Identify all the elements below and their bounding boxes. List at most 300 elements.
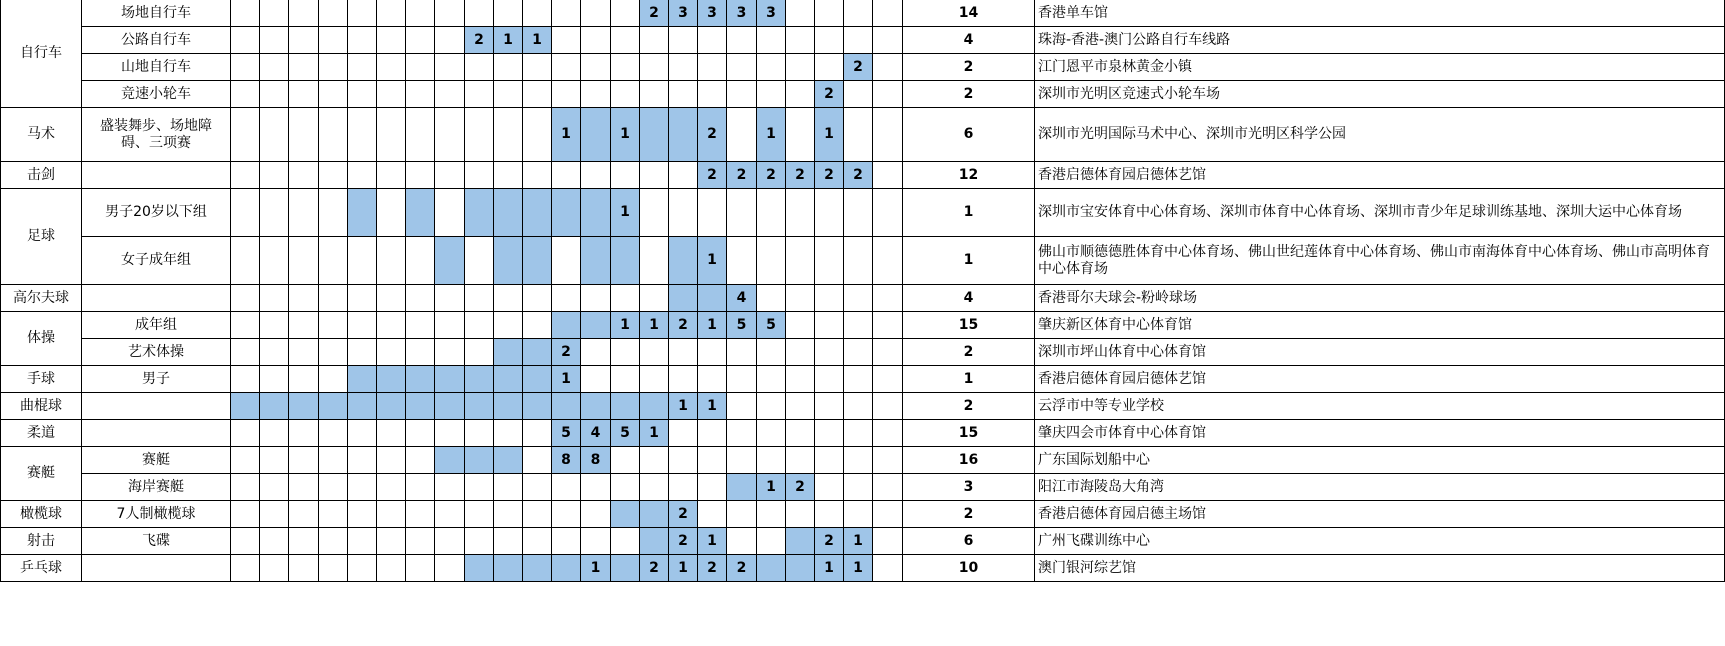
schedule-cell[interactable]: [552, 474, 581, 501]
schedule-cell[interactable]: [406, 555, 435, 582]
schedule-cell[interactable]: [698, 189, 727, 237]
sport-cell[interactable]: 手球: [0, 366, 82, 393]
event-cell[interactable]: [82, 162, 231, 189]
schedule-cell[interactable]: [377, 0, 406, 27]
schedule-cell[interactable]: [523, 285, 552, 312]
schedule-cell[interactable]: [406, 54, 435, 81]
schedule-cell-active[interactable]: [581, 189, 611, 237]
schedule-cell-active[interactable]: 2: [815, 162, 844, 189]
sport-cell[interactable]: 乒乓球: [0, 555, 82, 582]
schedule-cell[interactable]: [231, 312, 260, 339]
schedule-cell[interactable]: [348, 162, 377, 189]
schedule-cell-active[interactable]: 1: [611, 189, 640, 237]
event-cell[interactable]: 竞速小轮车: [82, 81, 231, 108]
schedule-cell[interactable]: [873, 339, 903, 366]
venue-cell[interactable]: 深圳市光明国际马术中心、深圳市光明区科学公园: [1035, 108, 1725, 162]
schedule-cell[interactable]: [348, 474, 377, 501]
schedule-cell[interactable]: [377, 447, 406, 474]
schedule-cell[interactable]: [873, 420, 903, 447]
schedule-cell[interactable]: [786, 0, 815, 27]
schedule-cell-active[interactable]: [435, 447, 465, 474]
schedule-cell[interactable]: [435, 27, 465, 54]
medal-total[interactable]: 10: [903, 555, 1035, 582]
schedule-cell[interactable]: [757, 528, 786, 555]
schedule-cell[interactable]: [319, 474, 348, 501]
schedule-cell-active[interactable]: 2: [844, 54, 873, 81]
sport-cell[interactable]: 足球: [0, 189, 82, 285]
schedule-cell[interactable]: [231, 81, 260, 108]
schedule-cell[interactable]: [757, 393, 786, 420]
schedule-cell[interactable]: [494, 81, 523, 108]
schedule-cell[interactable]: [552, 54, 581, 81]
schedule-cell[interactable]: [348, 528, 377, 555]
schedule-cell[interactable]: [552, 81, 581, 108]
schedule-cell[interactable]: [377, 501, 406, 528]
schedule-cell-active[interactable]: [523, 393, 552, 420]
schedule-cell[interactable]: [377, 27, 406, 54]
schedule-cell-active[interactable]: [494, 555, 523, 582]
schedule-cell-active[interactable]: 1: [757, 474, 786, 501]
schedule-cell[interactable]: [669, 27, 698, 54]
schedule-cell[interactable]: [873, 366, 903, 393]
schedule-cell[interactable]: [698, 54, 727, 81]
schedule-cell[interactable]: [786, 54, 815, 81]
schedule-cell[interactable]: [844, 393, 873, 420]
schedule-cell[interactable]: [552, 501, 581, 528]
schedule-cell[interactable]: [611, 447, 640, 474]
schedule-cell[interactable]: [844, 285, 873, 312]
medal-total[interactable]: 4: [903, 285, 1035, 312]
schedule-cell[interactable]: [611, 162, 640, 189]
sport-cell[interactable]: 曲棍球: [0, 393, 82, 420]
venue-cell[interactable]: 深圳市光明区竞速式小轮车场: [1035, 81, 1725, 108]
schedule-cell-active[interactable]: 1: [552, 108, 581, 162]
schedule-cell[interactable]: [873, 474, 903, 501]
schedule-cell[interactable]: [377, 108, 406, 162]
schedule-cell-active[interactable]: 2: [552, 339, 581, 366]
schedule-cell[interactable]: [844, 501, 873, 528]
schedule-cell[interactable]: [873, 528, 903, 555]
schedule-cell-active[interactable]: 5: [757, 312, 786, 339]
schedule-cell-active[interactable]: [494, 393, 523, 420]
schedule-cell[interactable]: [727, 393, 757, 420]
schedule-cell[interactable]: [552, 27, 581, 54]
schedule-cell-active[interactable]: 2: [669, 501, 698, 528]
schedule-cell[interactable]: [406, 27, 435, 54]
event-cell[interactable]: 男子20岁以下组: [82, 189, 231, 237]
schedule-cell[interactable]: [260, 312, 289, 339]
schedule-cell[interactable]: [348, 54, 377, 81]
schedule-cell[interactable]: [815, 501, 844, 528]
schedule-cell-active[interactable]: [757, 555, 786, 582]
schedule-cell-active[interactable]: 1: [757, 108, 786, 162]
schedule-cell[interactable]: [786, 339, 815, 366]
schedule-cell[interactable]: [494, 108, 523, 162]
schedule-cell-active[interactable]: 1: [669, 393, 698, 420]
sport-cell[interactable]: 马术: [0, 108, 82, 162]
schedule-cell[interactable]: [815, 393, 844, 420]
schedule-cell[interactable]: [231, 339, 260, 366]
schedule-cell-active[interactable]: [640, 393, 669, 420]
schedule-cell-active[interactable]: 3: [757, 0, 786, 27]
schedule-cell[interactable]: [435, 189, 465, 237]
schedule-cell-active[interactable]: 1: [815, 108, 844, 162]
schedule-cell-active[interactable]: 2: [640, 0, 669, 27]
schedule-cell[interactable]: [844, 0, 873, 27]
schedule-cell[interactable]: [406, 474, 435, 501]
schedule-cell[interactable]: [757, 81, 786, 108]
schedule-cell-active[interactable]: [523, 339, 552, 366]
schedule-cell[interactable]: [406, 312, 435, 339]
schedule-cell[interactable]: [231, 420, 260, 447]
schedule-cell[interactable]: [727, 189, 757, 237]
schedule-cell[interactable]: [231, 54, 260, 81]
schedule-cell-active[interactable]: [348, 393, 377, 420]
schedule-cell-active[interactable]: 2: [815, 81, 844, 108]
schedule-cell[interactable]: [523, 501, 552, 528]
schedule-cell[interactable]: [348, 108, 377, 162]
schedule-cell[interactable]: [698, 339, 727, 366]
schedule-cell[interactable]: [786, 81, 815, 108]
schedule-cell[interactable]: [435, 162, 465, 189]
venue-cell[interactable]: 香港启德体育园启德体艺馆: [1035, 162, 1725, 189]
schedule-cell[interactable]: [523, 312, 552, 339]
schedule-cell[interactable]: [289, 420, 319, 447]
schedule-cell[interactable]: [581, 27, 611, 54]
medal-total[interactable]: 2: [903, 393, 1035, 420]
venue-cell[interactable]: 佛山市顺德德胜体育中心体育场、佛山世纪莲体育中心体育场、佛山市南海体育中心体育场、佛山市高明体育中心体育场: [1035, 237, 1725, 285]
schedule-cell[interactable]: [873, 108, 903, 162]
schedule-cell[interactable]: [698, 420, 727, 447]
schedule-cell[interactable]: [873, 189, 903, 237]
venue-cell[interactable]: 肇庆四会市体育中心体育馆: [1035, 420, 1725, 447]
schedule-cell-active[interactable]: [552, 312, 581, 339]
schedule-cell[interactable]: [319, 54, 348, 81]
medal-total[interactable]: 6: [903, 528, 1035, 555]
schedule-cell[interactable]: [231, 501, 260, 528]
sport-cell[interactable]: 柔道: [0, 420, 82, 447]
schedule-cell[interactable]: [698, 81, 727, 108]
schedule-cell-active[interactable]: [640, 108, 669, 162]
schedule-cell[interactable]: [465, 312, 494, 339]
schedule-cell-active[interactable]: 1: [844, 528, 873, 555]
venue-cell[interactable]: 云浮市中等专业学校: [1035, 393, 1725, 420]
schedule-cell[interactable]: [844, 474, 873, 501]
schedule-cell[interactable]: [552, 0, 581, 27]
schedule-cell[interactable]: [727, 108, 757, 162]
venue-cell[interactable]: 广州飞碟训练中心: [1035, 528, 1725, 555]
schedule-cell[interactable]: [757, 339, 786, 366]
venue-cell[interactable]: 深圳市坪山体育中心体育馆: [1035, 339, 1725, 366]
schedule-cell[interactable]: [844, 420, 873, 447]
schedule-cell[interactable]: [786, 237, 815, 285]
schedule-cell-active[interactable]: 8: [552, 447, 581, 474]
schedule-cell[interactable]: [494, 474, 523, 501]
medal-total[interactable]: 1: [903, 189, 1035, 237]
schedule-cell[interactable]: [289, 447, 319, 474]
schedule-cell[interactable]: [289, 474, 319, 501]
schedule-cell[interactable]: [815, 420, 844, 447]
schedule-cell[interactable]: [640, 54, 669, 81]
schedule-cell[interactable]: [757, 285, 786, 312]
schedule-cell[interactable]: [319, 528, 348, 555]
schedule-cell[interactable]: [698, 447, 727, 474]
schedule-cell-active[interactable]: 2: [786, 474, 815, 501]
event-cell[interactable]: [82, 285, 231, 312]
schedule-cell[interactable]: [844, 81, 873, 108]
schedule-cell[interactable]: [815, 366, 844, 393]
schedule-cell[interactable]: [523, 81, 552, 108]
schedule-cell[interactable]: [786, 447, 815, 474]
event-cell[interactable]: 公路自行车: [82, 27, 231, 54]
schedule-cell[interactable]: [348, 81, 377, 108]
schedule-cell[interactable]: [669, 189, 698, 237]
schedule-cell[interactable]: [494, 501, 523, 528]
schedule-cell[interactable]: [260, 81, 289, 108]
schedule-cell[interactable]: [581, 501, 611, 528]
schedule-cell[interactable]: [611, 366, 640, 393]
event-cell[interactable]: 场地自行车: [82, 0, 231, 27]
schedule-cell-active[interactable]: 2: [815, 528, 844, 555]
schedule-cell[interactable]: [552, 162, 581, 189]
schedule-cell[interactable]: [289, 312, 319, 339]
schedule-cell[interactable]: [348, 555, 377, 582]
schedule-cell[interactable]: [465, 339, 494, 366]
schedule-cell[interactable]: [757, 189, 786, 237]
schedule-cell[interactable]: [348, 285, 377, 312]
schedule-cell[interactable]: [786, 393, 815, 420]
schedule-cell[interactable]: [873, 312, 903, 339]
schedule-cell[interactable]: [406, 162, 435, 189]
schedule-cell[interactable]: [815, 237, 844, 285]
schedule-cell[interactable]: [815, 339, 844, 366]
medal-total[interactable]: 2: [903, 339, 1035, 366]
schedule-cell[interactable]: [815, 54, 844, 81]
schedule-cell-active[interactable]: 2: [844, 162, 873, 189]
schedule-cell-active[interactable]: [611, 501, 640, 528]
schedule-cell[interactable]: [523, 528, 552, 555]
venue-cell[interactable]: 澳门银河综艺馆: [1035, 555, 1725, 582]
schedule-cell[interactable]: [581, 366, 611, 393]
schedule-cell[interactable]: [844, 339, 873, 366]
schedule-cell[interactable]: [698, 474, 727, 501]
schedule-cell-active[interactable]: [289, 393, 319, 420]
schedule-cell[interactable]: [348, 27, 377, 54]
schedule-cell[interactable]: [231, 474, 260, 501]
schedule-cell[interactable]: [319, 501, 348, 528]
schedule-cell[interactable]: [844, 189, 873, 237]
schedule-cell[interactable]: [523, 447, 552, 474]
schedule-cell[interactable]: [319, 108, 348, 162]
medal-total[interactable]: 3: [903, 474, 1035, 501]
schedule-cell[interactable]: [260, 420, 289, 447]
schedule-cell-active[interactable]: 2: [698, 555, 727, 582]
schedule-cell[interactable]: [435, 108, 465, 162]
schedule-cell[interactable]: [727, 237, 757, 285]
schedule-cell[interactable]: [260, 474, 289, 501]
schedule-cell-active[interactable]: 2: [698, 162, 727, 189]
schedule-cell[interactable]: [757, 420, 786, 447]
schedule-cell[interactable]: [435, 339, 465, 366]
medal-total[interactable]: 2: [903, 54, 1035, 81]
schedule-cell[interactable]: [786, 501, 815, 528]
schedule-cell[interactable]: [406, 339, 435, 366]
schedule-cell-active[interactable]: 5: [552, 420, 581, 447]
schedule-cell[interactable]: [727, 27, 757, 54]
schedule-cell[interactable]: [523, 54, 552, 81]
schedule-cell[interactable]: [435, 528, 465, 555]
schedule-cell-active[interactable]: [494, 189, 523, 237]
schedule-cell-active[interactable]: [260, 393, 289, 420]
schedule-cell[interactable]: [844, 237, 873, 285]
schedule-cell[interactable]: [406, 420, 435, 447]
schedule-cell[interactable]: [815, 474, 844, 501]
schedule-cell-active[interactable]: [465, 447, 494, 474]
schedule-cell-active[interactable]: [231, 393, 260, 420]
schedule-cell[interactable]: [465, 528, 494, 555]
schedule-cell[interactable]: [581, 0, 611, 27]
schedule-cell[interactable]: [669, 474, 698, 501]
schedule-cell[interactable]: [289, 189, 319, 237]
venue-cell[interactable]: 阳江市海陵岛大角湾: [1035, 474, 1725, 501]
schedule-cell[interactable]: [727, 339, 757, 366]
schedule-cell-active[interactable]: [465, 555, 494, 582]
schedule-cell-active[interactable]: 2: [698, 108, 727, 162]
schedule-cell[interactable]: [581, 528, 611, 555]
schedule-cell[interactable]: [669, 54, 698, 81]
schedule-cell[interactable]: [231, 189, 260, 237]
schedule-cell-active[interactable]: [669, 285, 698, 312]
schedule-cell-active[interactable]: 2: [669, 312, 698, 339]
schedule-cell[interactable]: [435, 555, 465, 582]
event-cell[interactable]: 7人制橄榄球: [82, 501, 231, 528]
schedule-cell[interactable]: [727, 420, 757, 447]
schedule-cell[interactable]: [465, 501, 494, 528]
schedule-cell[interactable]: [231, 528, 260, 555]
schedule-cell[interactable]: [319, 189, 348, 237]
schedule-cell-active[interactable]: [494, 339, 523, 366]
schedule-cell[interactable]: [640, 285, 669, 312]
schedule-cell[interactable]: [727, 366, 757, 393]
schedule-cell[interactable]: [289, 27, 319, 54]
schedule-cell[interactable]: [231, 237, 260, 285]
schedule-cell[interactable]: [435, 285, 465, 312]
schedule-cell-active[interactable]: 2: [757, 162, 786, 189]
schedule-cell[interactable]: [260, 27, 289, 54]
schedule-cell[interactable]: [377, 285, 406, 312]
schedule-cell-active[interactable]: [348, 189, 377, 237]
schedule-cell-active[interactable]: [377, 393, 406, 420]
schedule-cell-active[interactable]: [698, 285, 727, 312]
schedule-cell[interactable]: [873, 447, 903, 474]
schedule-cell-active[interactable]: [465, 366, 494, 393]
schedule-cell[interactable]: [757, 501, 786, 528]
schedule-cell-active[interactable]: [727, 474, 757, 501]
schedule-cell[interactable]: [640, 339, 669, 366]
schedule-cell-active[interactable]: 1: [581, 555, 611, 582]
schedule-cell-active[interactable]: [640, 501, 669, 528]
schedule-cell[interactable]: [815, 312, 844, 339]
schedule-cell[interactable]: [377, 237, 406, 285]
schedule-cell[interactable]: [757, 27, 786, 54]
schedule-cell[interactable]: [348, 339, 377, 366]
schedule-cell[interactable]: [611, 474, 640, 501]
schedule-cell-active[interactable]: [319, 393, 348, 420]
schedule-cell[interactable]: [844, 312, 873, 339]
schedule-cell[interactable]: [465, 108, 494, 162]
schedule-cell[interactable]: [319, 237, 348, 285]
sport-cell[interactable]: 击剑: [0, 162, 82, 189]
schedule-cell[interactable]: [640, 474, 669, 501]
schedule-cell[interactable]: [494, 285, 523, 312]
schedule-cell-active[interactable]: [377, 366, 406, 393]
schedule-cell[interactable]: [465, 420, 494, 447]
schedule-cell-active[interactable]: 1: [611, 108, 640, 162]
schedule-cell[interactable]: [698, 366, 727, 393]
event-cell[interactable]: 山地自行车: [82, 54, 231, 81]
schedule-cell[interactable]: [523, 0, 552, 27]
schedule-cell[interactable]: [669, 162, 698, 189]
schedule-cell[interactable]: [844, 366, 873, 393]
schedule-cell[interactable]: [494, 54, 523, 81]
schedule-cell[interactable]: [435, 474, 465, 501]
schedule-cell[interactable]: [552, 285, 581, 312]
schedule-cell-active[interactable]: [523, 366, 552, 393]
venue-cell[interactable]: 香港单车馆: [1035, 0, 1725, 27]
schedule-cell[interactable]: [377, 339, 406, 366]
schedule-cell[interactable]: [640, 237, 669, 285]
schedule-cell-active[interactable]: [581, 108, 611, 162]
venue-cell[interactable]: 珠海-香港-澳门公路自行车线路: [1035, 27, 1725, 54]
schedule-cell[interactable]: [698, 27, 727, 54]
schedule-cell-active[interactable]: 1: [698, 393, 727, 420]
schedule-cell-active[interactable]: 5: [727, 312, 757, 339]
schedule-cell[interactable]: [581, 285, 611, 312]
sport-cell[interactable]: 体操: [0, 312, 82, 366]
schedule-cell[interactable]: [289, 339, 319, 366]
schedule-cell[interactable]: [406, 237, 435, 285]
schedule-cell[interactable]: [377, 189, 406, 237]
schedule-cell[interactable]: [786, 366, 815, 393]
schedule-cell-active[interactable]: 4: [581, 420, 611, 447]
schedule-cell[interactable]: [581, 81, 611, 108]
schedule-cell[interactable]: [231, 555, 260, 582]
event-cell[interactable]: 盛装舞步、场地障碍、三项赛: [82, 108, 231, 162]
schedule-cell[interactable]: [319, 366, 348, 393]
schedule-cell[interactable]: [815, 189, 844, 237]
schedule-cell[interactable]: [844, 108, 873, 162]
event-cell[interactable]: 男子: [82, 366, 231, 393]
schedule-cell[interactable]: [815, 0, 844, 27]
schedule-cell[interactable]: [611, 81, 640, 108]
venue-cell[interactable]: 深圳市宝安体育中心体育场、深圳市体育中心体育场、深圳市青少年足球训练基地、深圳大运中心体育场: [1035, 189, 1725, 237]
schedule-cell[interactable]: [435, 54, 465, 81]
event-cell[interactable]: 海岸赛艇: [82, 474, 231, 501]
event-cell[interactable]: 飞碟: [82, 528, 231, 555]
venue-cell[interactable]: 香港启德体育园启德体艺馆: [1035, 366, 1725, 393]
schedule-cell[interactable]: [815, 285, 844, 312]
schedule-cell[interactable]: [406, 285, 435, 312]
schedule-cell[interactable]: [786, 108, 815, 162]
schedule-cell[interactable]: [552, 528, 581, 555]
schedule-cell[interactable]: [260, 108, 289, 162]
schedule-cell[interactable]: [260, 501, 289, 528]
schedule-cell[interactable]: [873, 0, 903, 27]
schedule-cell[interactable]: [727, 81, 757, 108]
schedule-cell-active[interactable]: 3: [727, 0, 757, 27]
schedule-cell-active[interactable]: [640, 528, 669, 555]
schedule-cell[interactable]: [377, 420, 406, 447]
